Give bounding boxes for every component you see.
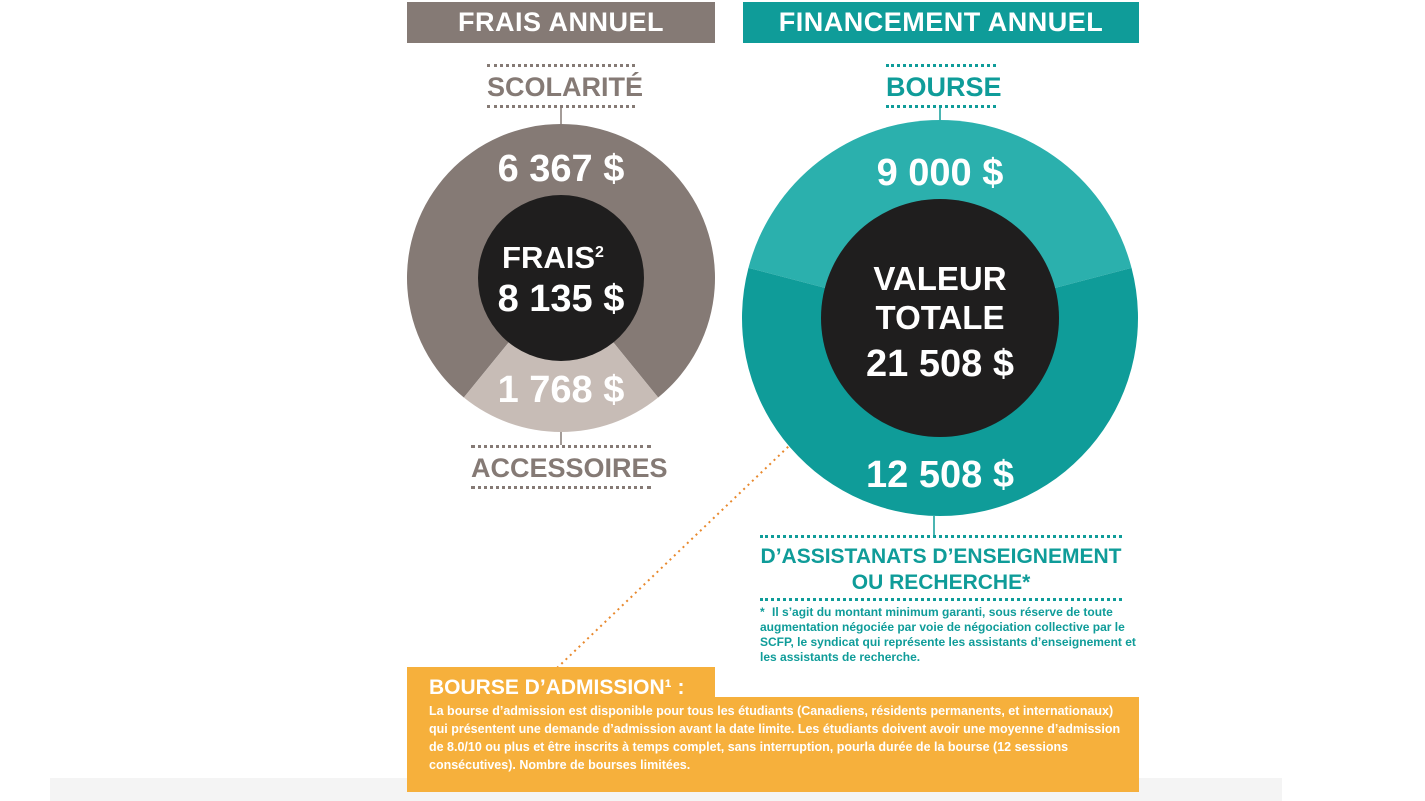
connector-admission — [557, 445, 790, 668]
funding-donut — [742, 120, 1138, 516]
footnote-marker: * — [760, 605, 765, 619]
header-annual-fees: FRAIS ANNUEL — [407, 2, 715, 43]
funding-center-value: 21 508 $ — [866, 343, 1014, 385]
admission-title: BOURSE D’ADMISSION¹ : — [429, 676, 685, 699]
label-ancillary: ACCESSOIRES — [471, 445, 651, 489]
fees-center-label-sup: 2 — [595, 244, 604, 261]
header-annual-funding: FINANCEMENT ANNUEL — [743, 2, 1139, 43]
funding-value-assistantships: 12 508 $ — [866, 454, 1014, 496]
label-tuition: SCOLARITÉ — [487, 64, 635, 108]
fees-center-label — [502, 240, 604, 275]
funding-footnote — [760, 605, 1140, 665]
fees-donut — [407, 124, 715, 432]
label-assistantships-line1: D’ASSISTANATS D’ENSEIGNEMENT — [760, 545, 1122, 568]
funding-value-scholarship: 9 000 $ — [876, 152, 1004, 194]
fees-center-label-text: FRAIS — [502, 240, 596, 275]
funding-center-label-line1: VALEUR — [873, 260, 1007, 297]
label-assistantships-line2: OU RECHERCHE* — [851, 571, 1031, 594]
label-scholarship: BOURSE — [886, 64, 996, 108]
fees-value-tuition: 6 367 $ — [497, 148, 625, 190]
funding-center-label-line2: TOTALE — [875, 299, 1005, 336]
fees-value-ancillary: 1 768 $ — [497, 369, 625, 411]
fees-center-value: 8 135 $ — [497, 278, 625, 320]
footnote-text: Il s’agit du montant minimum garanti, sous réserve de toute augmentation négociée par voie de négociation collective par le SCFP, le syndicat qui représente les assistants d’enseignement et les assistants de recherche. — [760, 605, 1136, 664]
admission-text: La bourse d’admission est disponible pour tous les étudiants (Canadiens, résidents permanents, et internationaux) qui présentent une demande d’admission avant la date limite. Les étudiants doivent avoir une moyenne d’admission de 8.0/10 ou plus et être inscrits à temps complet, sans interruption, pourla durée de la bourse (12 sessions consécutives). Nombre de bourses limitées. — [429, 704, 1121, 772]
